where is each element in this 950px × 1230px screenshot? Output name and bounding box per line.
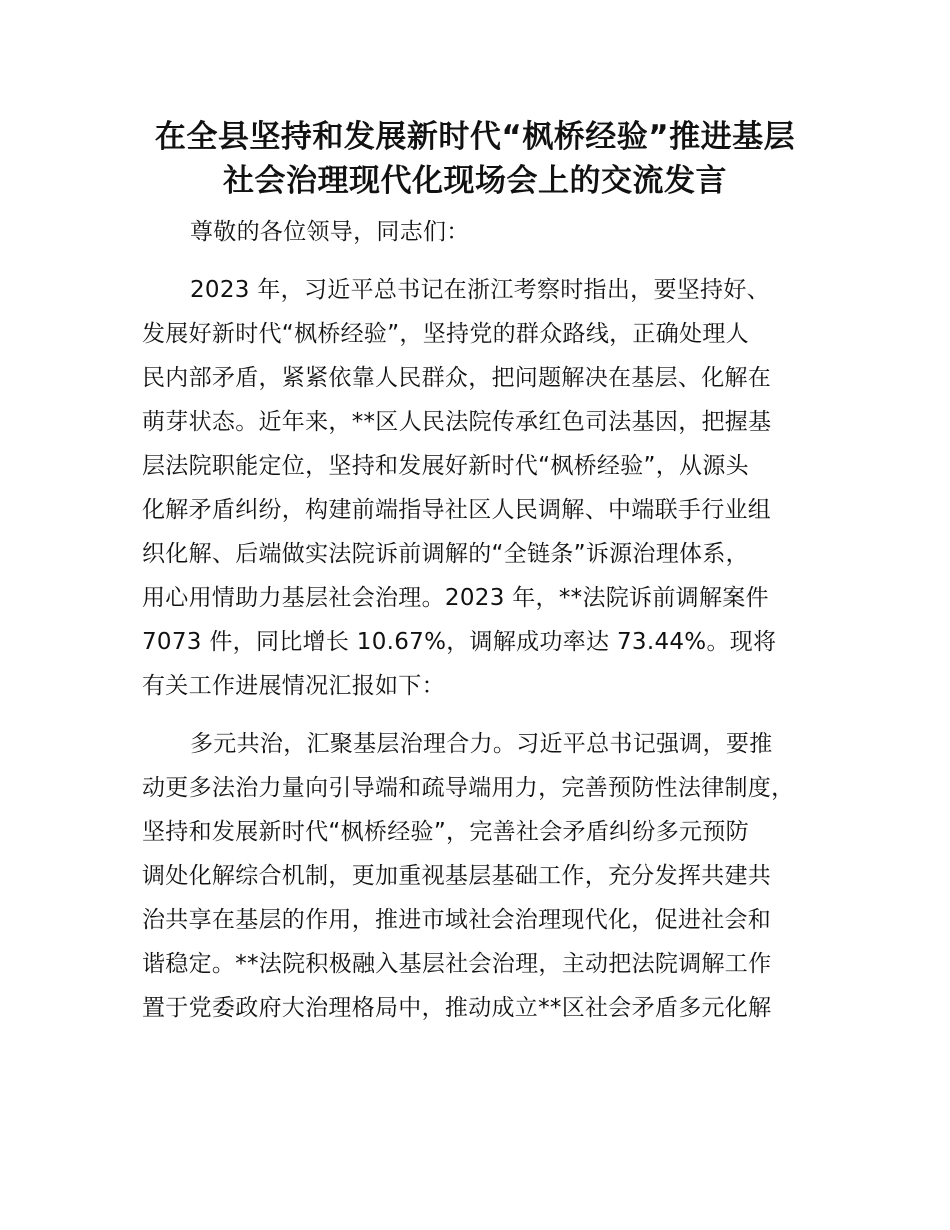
text-line: 置于党委政府大治理格局中，推动成立**区社会矛盾多元化解 [142, 995, 772, 1021]
document-title-line-2: 社会治理现代化现场会上的交流发言 [223, 163, 727, 199]
text-line: 谐稳定。**法院积极融入基层社会治理，主动把法院调解工作 [142, 951, 772, 977]
text-line: 2023 年，习近平总书记在浙江考察时指出，要坚持好、 [190, 277, 770, 303]
text-line: 治共享在基层的作用，推进市域社会治理现代化，促进社会和 [142, 907, 772, 933]
document-title-line-1: 在全县坚持和发展新时代“枫桥经验”推进基层 [154, 119, 796, 155]
paragraph-salutation [142, 210, 832, 254]
text-line: 有关工作进展情况汇报如下： [142, 673, 445, 699]
text-line: 化解矛盾纠纷，构建前端指导社区人民调解、中端联手行业组 [142, 497, 772, 523]
text-line: 7073 件，同比增长 10.67%，调解成功率达 73.44%。现将 [142, 629, 777, 655]
text-line: 萌芽状态。近年来，**区人民法院传承红色司法基因，把握基 [142, 409, 772, 435]
text-line: 民内部矛盾，紧紧依靠人民群众，把问题解决在基层、化解在 [142, 365, 772, 391]
text-line: 动更多法治力量向引导端和疏导端用力，完善预防性法律制度， [142, 775, 795, 801]
text-line: 层法院职能定位，坚持和发展好新时代“枫桥经验”，从源头 [142, 453, 749, 479]
text-line: 用心用情助力基层社会治理。2023 年，**法院诉前调解案件 [142, 585, 769, 611]
text-line: 多元共治，汇聚基层治理合力。习近平总书记强调，要推 [190, 731, 773, 757]
paragraph-intro [142, 268, 832, 708]
text-line: 坚持和发展新时代“枫桥经验”，完善社会矛盾纠纷多元预防 [142, 819, 749, 845]
text-line: 尊敬的各位领导，同志们： [190, 219, 470, 245]
document-body [142, 210, 832, 1044]
paragraph-section-1 [142, 722, 832, 1030]
text-line: 织化解、后端做实法院诉前调解的“全链条”诉源治理体系， [142, 541, 749, 567]
text-line: 发展好新时代“枫桥经验”，坚持党的群众路线，正确处理人 [142, 321, 749, 347]
text-line: 调处化解综合机制，更加重视基层基础工作，充分发挥共建共 [142, 863, 772, 889]
